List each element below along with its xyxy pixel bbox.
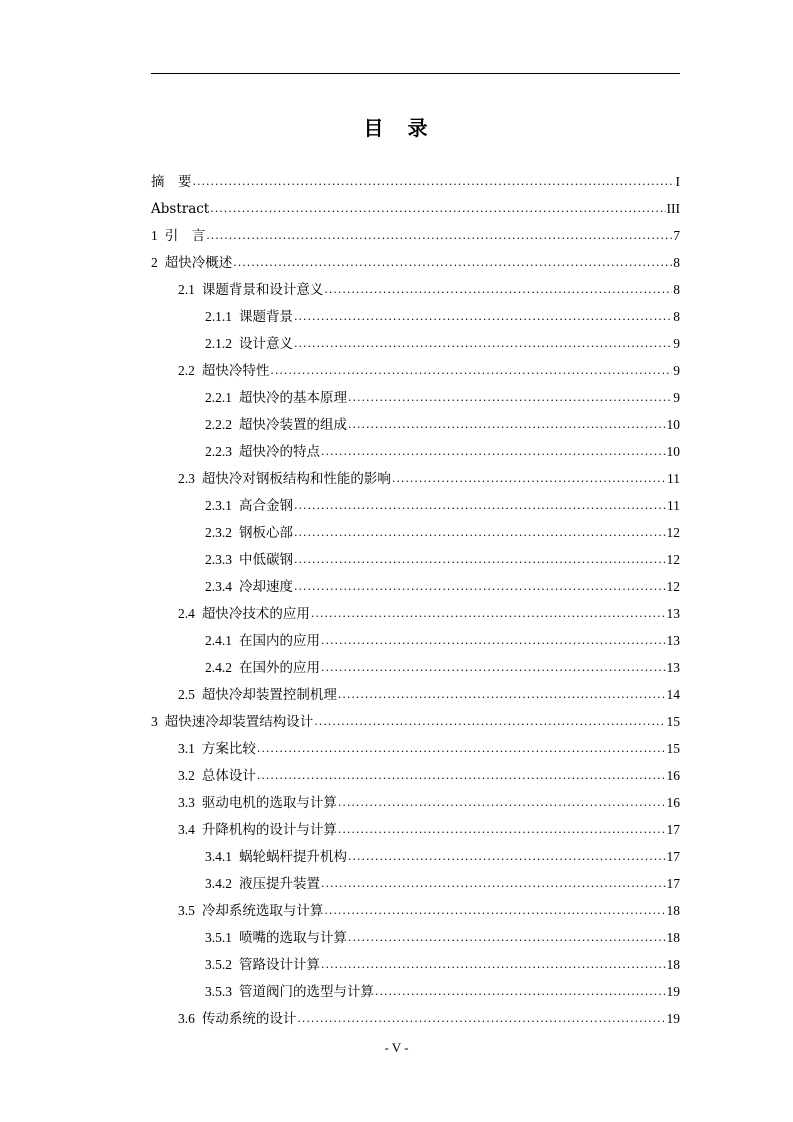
toc-entry-label: 在国外的应用: [239, 660, 320, 676]
toc-entry-page: 12: [666, 579, 680, 594]
toc-entry[interactable]: [151, 303, 680, 330]
toc-entry-number: 2.2.3: [205, 444, 232, 459]
dot-leader: [321, 951, 666, 978]
toc-entry-label: 超快冷对钢板结构和性能的影响: [201, 471, 391, 487]
toc-entry-page: 8: [673, 255, 680, 270]
toc-entry-number: 2.3.3: [205, 552, 232, 567]
toc-entry-label: 管道阀门的选型与计算: [239, 984, 374, 1000]
dot-leader: [294, 573, 666, 600]
toc-entry[interactable]: [151, 330, 680, 357]
dot-leader: [297, 1005, 665, 1032]
toc-entry[interactable]: [151, 870, 680, 897]
toc-entry-label: 管路设计计算: [239, 957, 320, 973]
toc-entry-page: 11: [667, 471, 680, 486]
toc-entry-page: 18: [666, 903, 680, 918]
toc-entry-label: 超快冷的基本原理: [239, 390, 347, 406]
toc-entry-number: 2.4.1: [205, 633, 232, 648]
dot-leader: [314, 708, 665, 735]
toc-entry-page: 8: [673, 309, 680, 324]
toc-entry-number: 2.4: [178, 606, 195, 621]
dot-leader: [294, 492, 666, 519]
dot-leader: [321, 627, 666, 654]
dot-leader: [294, 330, 672, 357]
toc-entry-page: 15: [666, 714, 680, 729]
toc-entry-label: Abstract: [151, 201, 210, 217]
toc-entry[interactable]: [151, 195, 680, 222]
toc-entry-page: 10: [666, 417, 680, 432]
toc-entry-page: III: [666, 201, 680, 216]
dot-leader: [338, 789, 666, 816]
toc-entry-number: 1: [151, 228, 158, 243]
toc-entry[interactable]: [151, 222, 680, 249]
toc-entry-label: 总体设计: [201, 768, 256, 784]
toc-entry[interactable]: [151, 384, 680, 411]
toc-entry-number: 3.1: [178, 741, 195, 756]
toc-entry-page: 17: [666, 849, 680, 864]
toc-entry-number: 2.2: [178, 363, 195, 378]
table-of-contents: [151, 168, 680, 1032]
dot-leader: [324, 897, 665, 924]
dot-leader: [233, 249, 672, 276]
dot-leader: [270, 357, 672, 384]
dot-leader: [338, 816, 666, 843]
toc-entry-page: 17: [666, 822, 680, 837]
dot-leader: [348, 411, 666, 438]
toc-entry-number: 2.1.1: [205, 309, 232, 324]
toc-entry-number: 2.1: [178, 282, 195, 297]
toc-entry[interactable]: [151, 654, 680, 681]
toc-entry-number: 2.2.2: [205, 417, 232, 432]
toc-entry[interactable]: [151, 681, 680, 708]
toc-entry-label: 摘 要: [151, 174, 192, 190]
toc-entry-number: 3.3: [178, 795, 195, 810]
toc-entry[interactable]: [151, 546, 680, 573]
toc-entry-label: 超快速冷却装置结构设计: [164, 714, 314, 730]
toc-entry[interactable]: [151, 276, 680, 303]
toc-entry[interactable]: [151, 438, 680, 465]
toc-entry-page: 16: [666, 768, 680, 783]
toc-entry-label: 驱动电机的选取与计算: [201, 795, 337, 811]
toc-entry[interactable]: [151, 573, 680, 600]
dot-leader: [311, 600, 666, 627]
toc-entry-page: 10: [666, 444, 680, 459]
toc-entry-page: 14: [666, 687, 680, 702]
toc-entry-label: 超快冷装置的组成: [239, 417, 347, 433]
toc-entry-number: 3.5.3: [205, 984, 232, 999]
toc-entry-page: I: [675, 174, 680, 189]
dot-leader: [392, 465, 666, 492]
toc-entry-number: 2.3.1: [205, 498, 232, 513]
toc-entry-label: 高合金钢: [239, 498, 293, 514]
toc-entry[interactable]: [151, 411, 680, 438]
toc-entry[interactable]: [151, 519, 680, 546]
toc-entry-label: 课题背景和设计意义: [201, 282, 324, 298]
toc-entry-number: 2.2.1: [205, 390, 232, 405]
toc-entry-page: 18: [666, 930, 680, 945]
dot-leader: [206, 222, 672, 249]
toc-entry-number: 2.3: [178, 471, 195, 486]
toc-entry-number: 2.5: [178, 687, 195, 702]
toc-entry-page: 12: [666, 525, 680, 540]
toc-entry-page: 8: [673, 282, 680, 297]
toc-entry-number: 3.6: [178, 1011, 195, 1026]
toc-entry-page: 15: [666, 741, 680, 756]
toc-entry[interactable]: [151, 816, 680, 843]
dot-leader: [294, 303, 672, 330]
toc-entry-number: 3.5.1: [205, 930, 232, 945]
toc-entry-label: 冷却系统选取与计算: [201, 903, 324, 919]
dot-leader: [338, 681, 666, 708]
toc-entry-label: 超快冷却装置控制机理: [201, 687, 337, 703]
toc-entry[interactable]: [151, 357, 680, 384]
toc-entry-label: 超快冷概述: [164, 255, 233, 271]
dot-leader: [348, 843, 666, 870]
toc-entry-number: 2.3.2: [205, 525, 232, 540]
dot-leader: [294, 519, 666, 546]
toc-entry-label: 超快冷的特点: [239, 444, 320, 460]
toc-entry[interactable]: [151, 492, 680, 519]
toc-entry[interactable]: [151, 924, 680, 951]
toc-entry-label: 引 言: [164, 228, 206, 244]
toc-entry-label: 在国内的应用: [239, 633, 320, 649]
toc-entry-page: 19: [666, 1011, 680, 1026]
dot-leader: [193, 168, 675, 195]
dot-leader: [294, 546, 666, 573]
toc-entry[interactable]: [151, 1005, 680, 1032]
toc-entry-label: 设计意义: [239, 336, 293, 352]
toc-entry-page: 18: [666, 957, 680, 972]
dot-leader: [321, 438, 666, 465]
toc-entry-page: 13: [666, 606, 680, 621]
toc-entry-page: 9: [673, 390, 680, 405]
toc-entry[interactable]: [151, 600, 680, 627]
toc-entry-label: 喷嘴的选取与计算: [239, 930, 347, 946]
toc-entry-label: 超快冷特性: [201, 363, 270, 379]
toc-entry-number: 2.1.2: [205, 336, 232, 351]
toc-entry-label: 液压提升装置: [239, 876, 320, 892]
toc-entry[interactable]: [151, 897, 680, 924]
toc-entry[interactable]: [151, 843, 680, 870]
toc-entry-number: 3.5: [178, 903, 195, 918]
toc-entry[interactable]: [151, 789, 680, 816]
toc-entry-number: 2.4.2: [205, 660, 232, 675]
dot-leader: [348, 924, 666, 951]
dot-leader: [210, 195, 665, 222]
toc-entry-label: 方案比较: [201, 741, 256, 757]
toc-entry[interactable]: [151, 978, 680, 1005]
toc-entry-page: 12: [666, 552, 680, 567]
dot-leader: [348, 384, 672, 411]
toc-entry-label: 冷却速度: [239, 579, 293, 595]
toc-entry-number: 2.3.4: [205, 579, 232, 594]
toc-entry-page: 13: [666, 660, 680, 675]
toc-entry[interactable]: [151, 627, 680, 654]
toc-entry-label: 蜗轮蜗杆提升机构: [239, 849, 347, 865]
toc-entry[interactable]: [151, 735, 680, 762]
toc-entry-label: 传动系统的设计: [201, 1011, 297, 1027]
header-rule: [151, 73, 680, 74]
dot-leader: [321, 870, 666, 897]
dot-leader: [321, 654, 666, 681]
toc-entry-page: 17: [666, 876, 680, 891]
toc-entry-page: 11: [667, 498, 680, 513]
dot-leader: [257, 735, 666, 762]
toc-entry-label: 中低碳钢: [239, 552, 293, 568]
toc-entry-page: 9: [673, 336, 680, 351]
toc-entry-number: 3.4.1: [205, 849, 232, 864]
toc-entry-page: 16: [666, 795, 680, 810]
toc-entry-page: 13: [666, 633, 680, 648]
toc-entry-number: 3.5.2: [205, 957, 232, 972]
dot-leader: [257, 762, 666, 789]
toc-entry-number: 2: [151, 255, 158, 270]
toc-entry-page: 19: [666, 984, 680, 999]
toc-entry[interactable]: [151, 708, 680, 735]
toc-entry-number: 3: [151, 714, 158, 729]
toc-entry-label: 课题背景: [239, 309, 293, 325]
toc-entry-number: 3.2: [178, 768, 195, 783]
toc-entry-page: 7: [673, 228, 680, 243]
toc-entry[interactable]: [151, 762, 680, 789]
toc-entry[interactable]: [151, 249, 680, 276]
toc-entry-label: 升降机构的设计与计算: [201, 822, 337, 838]
toc-entry[interactable]: [151, 465, 680, 492]
toc-entry-number: 3.4: [178, 822, 195, 837]
toc-entry-number: 3.4.2: [205, 876, 232, 891]
toc-entry[interactable]: [151, 168, 680, 195]
dot-leader: [324, 276, 672, 303]
toc-entry[interactable]: [151, 951, 680, 978]
toc-entry-page: 9: [673, 363, 680, 378]
toc-title: 目 录: [363, 116, 430, 140]
toc-entry-label: 钢板心部: [239, 525, 293, 541]
dot-leader: [375, 978, 666, 1005]
toc-entry-label: 超快冷技术的应用: [201, 606, 310, 622]
page-number-footer: - V -: [384, 1040, 409, 1055]
